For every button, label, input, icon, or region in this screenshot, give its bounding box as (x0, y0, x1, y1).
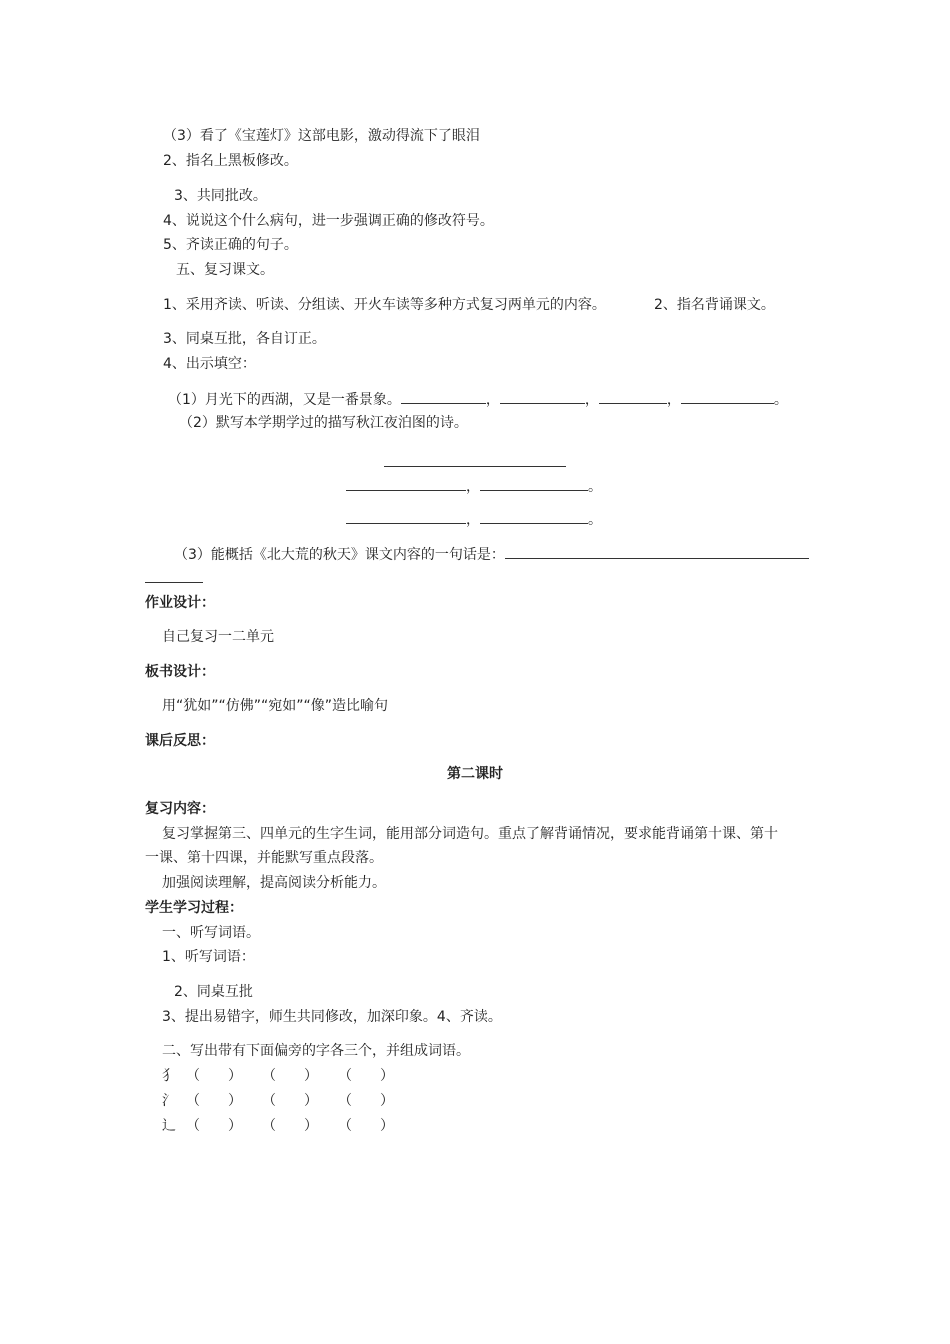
fill-blank-3-continued (145, 568, 203, 589)
blank-3[interactable] (599, 389, 667, 404)
comma: ， (466, 479, 480, 495)
reflection-heading: 课后反思： (145, 733, 215, 749)
answer-slot[interactable]: （ ） (262, 1068, 318, 1084)
homework-text: 自己复习一二单元 (162, 629, 274, 645)
answer-slot[interactable]: （ ） (262, 1093, 318, 1109)
fill-blank-3 (174, 544, 809, 565)
blank-1[interactable] (401, 389, 486, 404)
period: 。 (773, 392, 788, 408)
blank-2[interactable] (500, 389, 585, 404)
comma: ， (485, 392, 500, 408)
answer-slot[interactable]: （ ） (338, 1118, 394, 1134)
poem-blank[interactable] (480, 509, 588, 524)
poem-line-2 (346, 509, 602, 530)
poem-blank[interactable] (346, 476, 466, 491)
comma: ， (584, 392, 599, 408)
poem-blank[interactable] (480, 476, 588, 491)
answer-slot[interactable]: （ ） (186, 1118, 242, 1134)
answer-slot[interactable]: （ ） (262, 1118, 318, 1134)
step-5: 5、齐读正确的句子。 (163, 237, 298, 253)
poem-title-line (384, 452, 566, 473)
step-3: 3、共同批改。 (174, 188, 267, 204)
poem-blank[interactable] (346, 509, 466, 524)
board-text: 用“犹如”“仿佛”“宛如”“像”造比喻句 (162, 698, 389, 714)
poem-line-1 (346, 476, 602, 497)
review-content-line-2: 一课、第十四课，并能默写重点段落。 (145, 850, 383, 866)
period: 。 (588, 479, 602, 495)
answer-slot[interactable]: （ ） (186, 1068, 242, 1084)
fill-blank-1 (168, 389, 788, 410)
step-4: 4、说说这个什么病句，进一步强调正确的修改符号。 (163, 213, 494, 229)
review-content-line-3: 加强阅读理解，提高阅读分析能力。 (162, 875, 386, 891)
radical-row (162, 1091, 414, 1111)
board-heading: 板书设计： (145, 664, 215, 680)
lesson-2-title: 第二课时 (447, 766, 503, 782)
blank-summary-cont[interactable] (145, 568, 203, 583)
radical-row (162, 1116, 414, 1136)
process-step-2: 二、写出带有下面偏旁的字各三个，并组成词语。 (162, 1043, 470, 1059)
review-step-4: 4、出示填空： (163, 356, 256, 372)
poem-title-blank[interactable] (384, 452, 566, 467)
process-peer-check: 2、同桌互批 (174, 984, 253, 1000)
answer-slot[interactable]: （ ） (338, 1093, 394, 1109)
review-step-2: 2、指名背诵课文。 (654, 297, 775, 313)
process-heading: 学生学习过程： (145, 900, 243, 916)
blank-4[interactable] (681, 389, 774, 404)
review-step-1: 1、采用齐读、听读、分组读、开火车读等多种方式复习两单元的内容。 (163, 297, 606, 313)
process-dictation: 1、听写词语： (162, 949, 255, 965)
radical-row (162, 1066, 414, 1086)
answer-slot[interactable]: （ ） (338, 1068, 394, 1084)
fill-blank-2: （2）默写本学期学过的描写秋江夜泊图的诗。 (179, 415, 468, 431)
comma: ， (666, 392, 681, 408)
period: 。 (588, 512, 602, 528)
process-correction: 3、提出易错字，师生共同修改，加深印象。4、齐读。 (162, 1009, 502, 1025)
review-content-line-1: 复习掌握第三、四单元的生字生词，能用部分词造句。重点了解背诵情况，要求能背诵第十课、第十 (162, 826, 778, 842)
comma: ， (466, 512, 480, 528)
review-content-heading: 复习内容： (145, 801, 215, 817)
exercise-sentence-3: （3）看了《宝莲灯》这部电影，激动得流下了眼泪 (163, 128, 480, 144)
review-step-3: 3、同桌互批，各自订正。 (163, 331, 326, 347)
fill-blank-3-text: （3）能概括《北大荒的秋天》课文内容的一句话是： (174, 547, 505, 563)
process-step-1: 一、听写词语。 (162, 925, 260, 941)
homework-heading: 作业设计： (145, 595, 215, 611)
radical-label: 氵 (162, 1093, 176, 1109)
blank-summary[interactable] (505, 544, 809, 559)
radical-label: 辶 (162, 1118, 176, 1134)
radical-label: 犭 (162, 1068, 176, 1084)
answer-slot[interactable]: （ ） (186, 1093, 242, 1109)
section-5-heading: 五、复习课文。 (176, 262, 274, 278)
step-2: 2、指名上黑板修改。 (163, 153, 298, 169)
fill-blank-1-text: （1）月光下的西湖，又是一番景象。 (168, 392, 401, 408)
